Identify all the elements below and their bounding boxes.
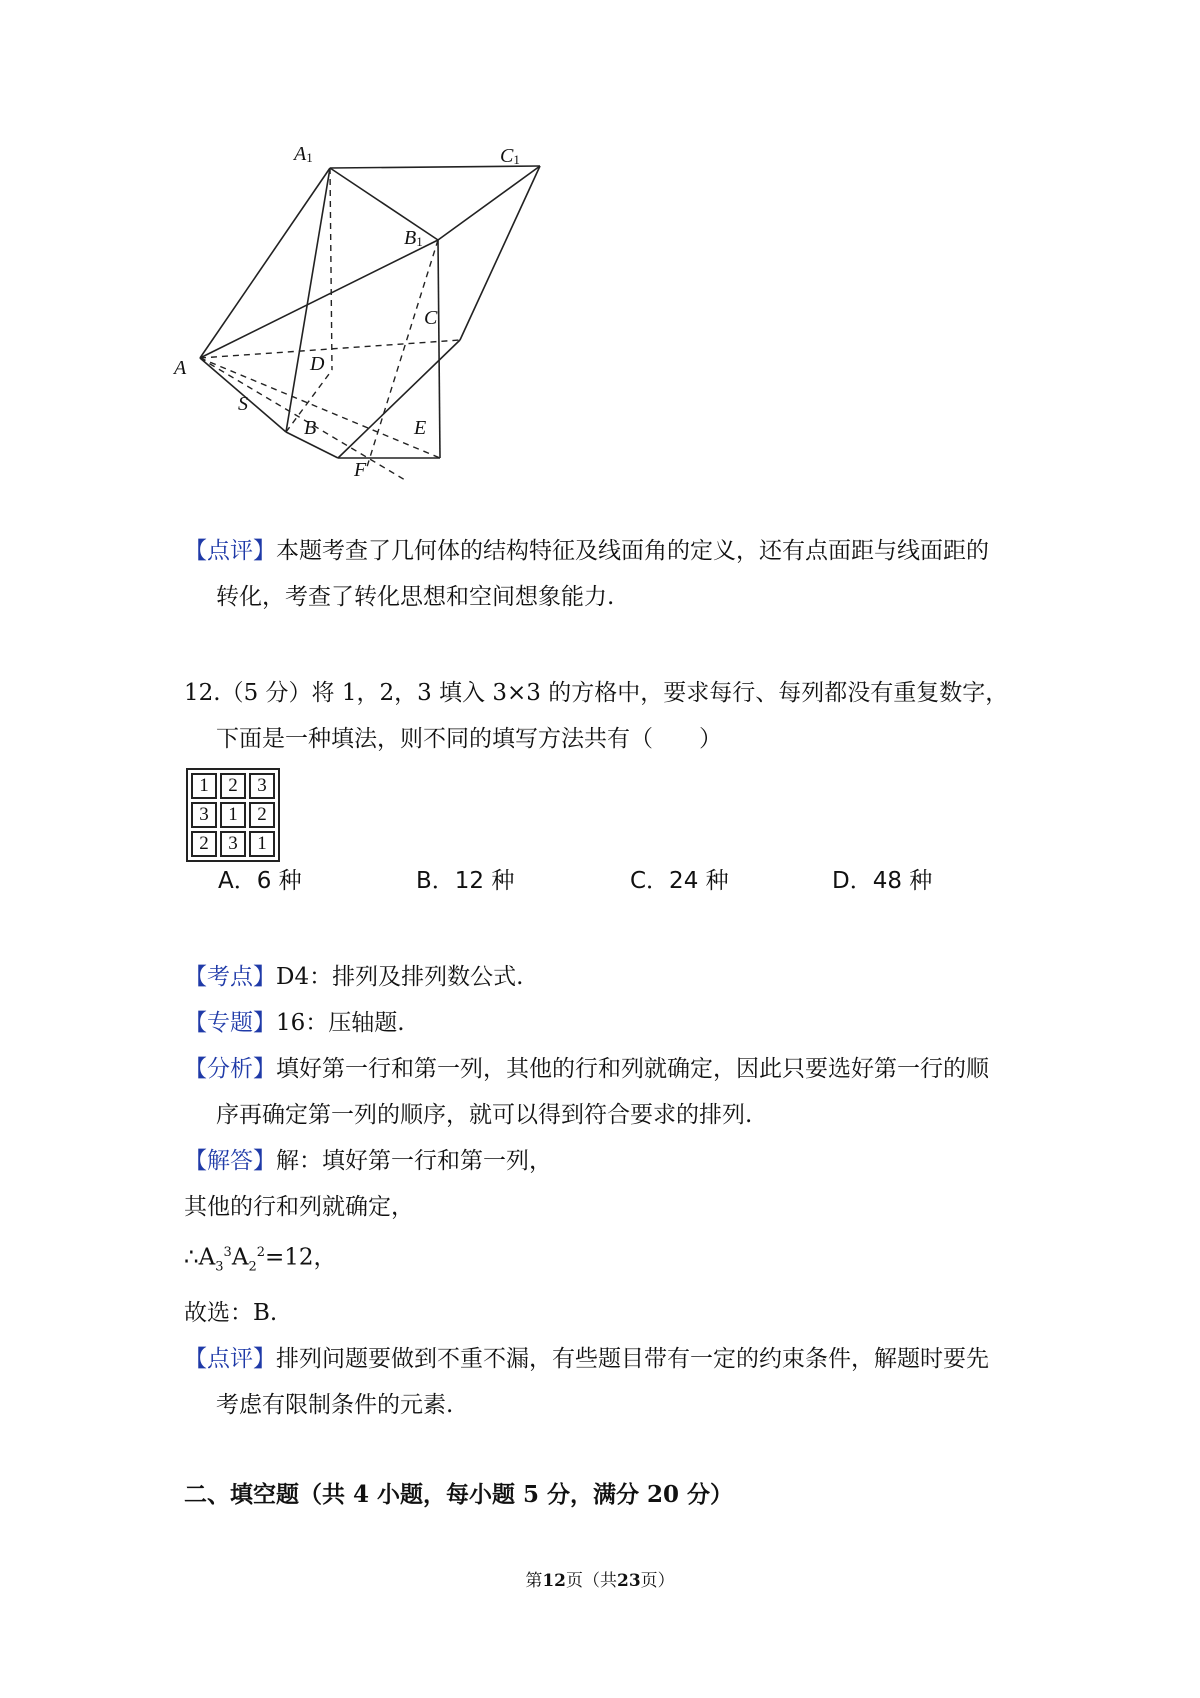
comment-1-line-1: 【点评】本题考查了几何体的结构特征及线面角的定义，还有点面距与线面距的 <box>184 538 989 564</box>
grid-row <box>191 773 275 799</box>
label-f: F <box>354 459 367 481</box>
zhuanti-tag: 【专题】 <box>184 1010 276 1036</box>
grid-cell: 3 <box>249 773 275 799</box>
comment-tag: 【点评】 <box>184 1346 276 1373</box>
jieda-tag: 【解答】 <box>184 1148 276 1174</box>
fenxi-line-1: 【分析】填好第一行和第一列，其他的行和列就确定，因此只要选好第一行的顺 <box>184 1056 989 1082</box>
label-b: B <box>304 417 317 439</box>
edge-c1-b1 <box>438 166 540 240</box>
fenxi-tag: 【分析】 <box>184 1056 276 1082</box>
current-page: 12 <box>542 1571 566 1591</box>
kaodian-line: 【考点】D4：排列及排列数公式. <box>184 964 524 990</box>
edge-a1-s <box>286 168 330 432</box>
comment-1-line-2: 转化，考查了转化思想和空间想象能力. <box>216 584 615 610</box>
fenxi-line-2: 序再确定第一列的顺序，就可以得到符合要求的排列. <box>216 1102 753 1128</box>
question-12 <box>184 670 1044 762</box>
edge-b1-e <box>438 240 440 458</box>
total-pages: 23 <box>617 1571 641 1591</box>
page-footer: 第12页（共23页） <box>525 1571 675 1591</box>
label-a1: A1 <box>294 143 313 165</box>
comment-2-line-1: 【点评】排列问题要做到不重不漏，有些题目带有一定的约束条件，解题时要先 <box>184 1346 989 1373</box>
label-a: A <box>174 357 187 379</box>
jieda-line-4: 故选：B. <box>184 1300 278 1327</box>
edge-a-b1 <box>200 240 438 358</box>
zhuanti-line: 【专题】16：压轴题. <box>184 1010 405 1036</box>
grid-cell: 1 <box>220 802 246 828</box>
label-b1: B1 <box>404 227 423 249</box>
number-grid <box>186 768 280 862</box>
edge-a1-b1 <box>330 168 438 240</box>
option-b: B．12 种 <box>416 868 515 894</box>
comment-tag: 【点评】 <box>184 538 276 564</box>
edge-b-c <box>338 340 460 458</box>
jieda-formula: $\therefore A_3^3A_2^2=12$， <box>184 1244 337 1275</box>
section-heading: 二、填空题（共 4 小题，每小题 5 分，满分 20 分） <box>184 1481 734 1508</box>
dash-a1-d <box>330 168 332 370</box>
kaodian-tag: 【考点】 <box>184 964 276 990</box>
jieda-line-1: 【解答】解：填好第一行和第一列， <box>184 1148 552 1174</box>
grid-row <box>191 831 275 857</box>
edge-a-a1 <box>200 168 330 358</box>
label-c1: C1 <box>500 145 520 167</box>
comment-1 <box>184 528 1044 620</box>
prism-figure <box>170 140 590 520</box>
dash-b1-f <box>366 240 438 470</box>
jieda-line-2: 其他的行和列就确定， <box>184 1194 414 1220</box>
label-s: S <box>238 393 248 415</box>
dash-a-c <box>200 340 460 358</box>
grid-cell: 1 <box>249 831 275 857</box>
label-d: D <box>310 353 325 375</box>
grid-row <box>191 802 275 828</box>
dash-a-f <box>200 358 405 480</box>
analysis-block <box>184 954 1044 1428</box>
grid-cell: 3 <box>220 831 246 857</box>
option-a: A．6 种 <box>218 868 302 894</box>
grid-cell: 2 <box>249 802 275 828</box>
grid-cell: 3 <box>191 802 217 828</box>
grid-cell: 2 <box>191 831 217 857</box>
label-e: E <box>414 417 427 439</box>
option-d: D．48 种 <box>832 868 933 894</box>
comment-2-line-2: 考虑有限制条件的元素. <box>216 1392 454 1419</box>
question-line-1: 12.（5 分）将 1，2，3 填入 3×3 的方格中，要求每行、每列都没有重复数字， <box>184 680 1009 706</box>
edge-c1-c <box>460 166 540 340</box>
grid-cell: 2 <box>220 773 246 799</box>
label-c: C <box>424 307 438 329</box>
grid-cell: 1 <box>191 773 217 799</box>
option-c: C．24 种 <box>630 868 729 894</box>
question-line-2: 下面是一种填法，则不同的填写方法共有（ ） <box>216 726 722 752</box>
